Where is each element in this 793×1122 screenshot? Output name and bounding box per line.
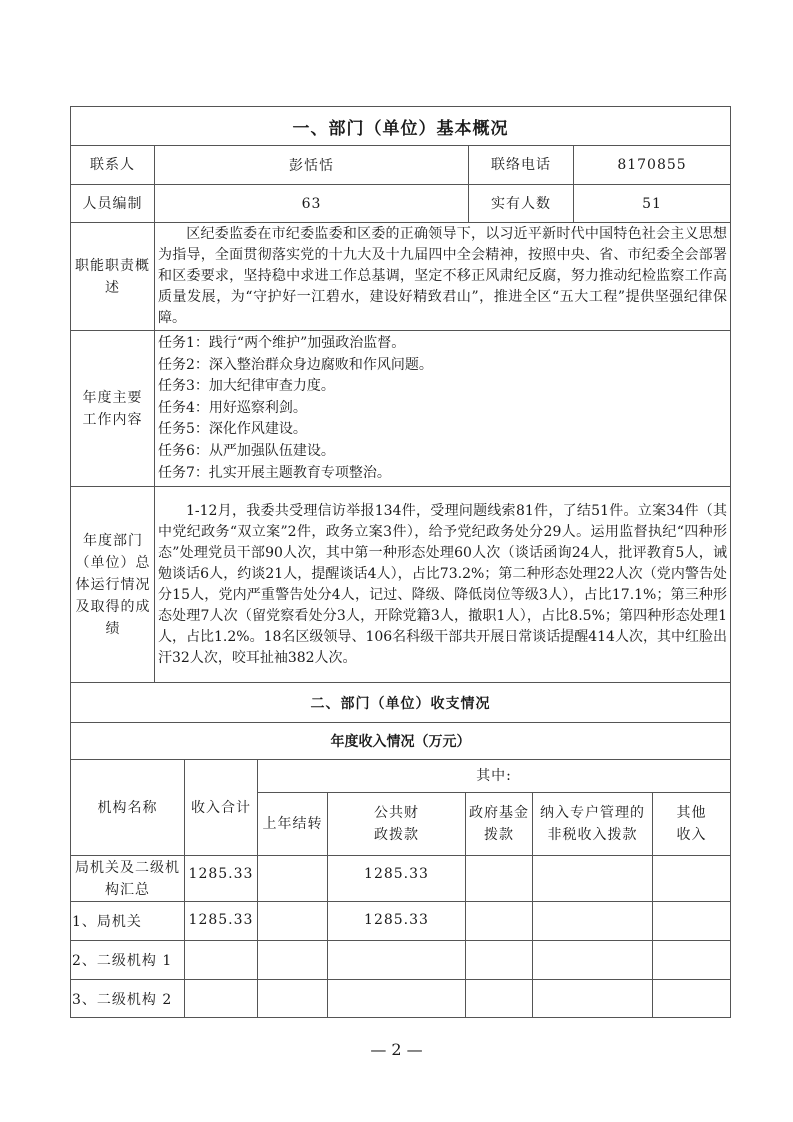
row-name: 3、二级机构 2: [71, 980, 185, 1018]
table-row: [71, 856, 731, 902]
header-non-tax: 纳入专户管理的非税收入拨款: [533, 793, 653, 856]
section1-title: 一、部门（单位）基本概况: [71, 107, 731, 146]
row-public-finance: [328, 980, 466, 1018]
row-name: 局机关及二级机构汇总: [71, 856, 185, 902]
budget-document: [70, 106, 730, 1018]
row-public-finance: 1285.33: [328, 902, 466, 941]
row-gov-fund: [466, 941, 533, 980]
header-public-finance: [328, 793, 466, 856]
results-label-text: 年度部门（单位）总体运行情况及取得的成绩: [75, 532, 151, 637]
header-org-name: 机构名称: [71, 760, 185, 856]
row-total: [185, 980, 258, 1018]
row-non-tax: [533, 902, 653, 941]
task-item: 任务5：深化作风建设。: [158, 421, 307, 438]
table-row: [71, 980, 731, 1018]
row-non-tax: [533, 980, 653, 1018]
income-title: 年度收入情况（万元）: [71, 723, 731, 760]
tasks-label: [71, 331, 155, 487]
task-item: 任务4：用好巡察利剑。: [158, 399, 307, 416]
table-row: [71, 941, 731, 980]
task-item: 任务7：扎实开展主题教育专项整治。: [158, 464, 391, 481]
contact-label: 联系人: [71, 146, 155, 185]
row-total: 1285.33: [185, 856, 258, 902]
row-name: 2、二级机构 1: [71, 941, 185, 980]
task-item: 任务1：践行“两个维护”加强政治监督。: [158, 335, 406, 351]
header-of-which: 其中:: [258, 760, 731, 793]
results-label: [71, 487, 155, 683]
header-other-text: 其他收入: [676, 805, 707, 844]
staff-actual-value: 51: [574, 185, 731, 223]
section2-title: 二、部门（单位）收支情况: [71, 683, 731, 723]
phone-value: 8170855: [574, 146, 731, 185]
row-carryover: [258, 941, 328, 980]
income-table: [70, 682, 731, 1018]
tasks-list: [155, 331, 731, 487]
task-item: 任务6：从严加强队伍建设。: [158, 442, 335, 459]
row-other: [653, 941, 731, 980]
row-other: [653, 902, 731, 941]
row-carryover: [258, 856, 328, 902]
header-gov-fund: 政府基金拨款: [466, 793, 533, 856]
header-carryover: 上年结转: [258, 793, 328, 856]
row-other: [653, 980, 731, 1018]
staff-actual-label: 实有人数: [469, 185, 574, 223]
row-name: 1、局机关: [71, 902, 185, 941]
row-public-finance: 1285.33: [328, 856, 466, 902]
header-total: 收入合计: [185, 760, 258, 856]
row-total: [185, 941, 258, 980]
table-row: [71, 902, 731, 941]
task-item: 任务3：加大纪律审查力度。: [158, 378, 335, 395]
row-gov-fund: [466, 980, 533, 1018]
row-non-tax: [533, 941, 653, 980]
phone-label: 联络电话: [469, 146, 574, 185]
header-other: [653, 793, 731, 856]
row-other: [653, 856, 731, 902]
tasks-label-text: 年度主要工作内容: [82, 389, 143, 428]
task-item: 任务2：深入整治群众身边腐败和作风问题。: [158, 356, 433, 373]
contact-value: 彭恬恬: [155, 146, 469, 185]
duties-label: 职能职责概述: [71, 223, 155, 331]
row-gov-fund: [466, 902, 533, 941]
duties-cell: [155, 223, 731, 331]
results-text: 1-12月，我委共受理信访举报134件，受理问题线索81件，了结51件。立案34件（其中党纪政务“双立案”2件，政务立案3件），给予党纪政务处分29人。运用监督执纪“四种形态”处理党员干部90人次，其中第一种形态处理60人次（谈话函询24人，批评教育5人，诫勉谈话6人，约谈21人，提醒谈话4人），占比73.2%；第二种形态处理22人次（党内警告处分15人，党内严重警告处分4人，记过、降级、降低岗位等级3人），占比17.1%；第三种形态处理7人次（留党察看处分3人，开除党籍3人，撤职1人），占比8.5%；第四种形态处理1人，占比1.2%。18名区级领导、106名科级干部共开展日常谈话提醒414人次，其中红脸出汗32人次，咬耳扯袖382人次。: [158, 502, 727, 666]
page-number: — 2 —: [370, 1040, 423, 1059]
staff-quota-label: 人员编制: [71, 185, 155, 223]
row-gov-fund: [466, 856, 533, 902]
row-non-tax: [533, 856, 653, 902]
row-total: 1285.33: [185, 902, 258, 941]
header-public-finance-text: 公共财政拨款: [374, 805, 419, 844]
basic-info-table: [70, 106, 731, 683]
row-public-finance: [328, 941, 466, 980]
row-carryover: [258, 902, 328, 941]
duties-text: 区纪委监委在市纪委监委和区委的正确领导下，以习近平新时代中国特色社会主义思想为指导，全面贯彻落实党的十九大及十九届四中全会精神，按照中央、省、市纪委全会部署和区委要求，坚持稳中求进工作总基调，坚定不移正风肃纪反腐，努力推动纪检监察工作高质量发展，为“守护好一江碧水，建设好精致君山”，推进全区“五大工程”提供坚强纪律保障。: [158, 226, 727, 326]
results-cell: [155, 487, 731, 683]
row-carryover: [258, 980, 328, 1018]
staff-quota-value: 63: [155, 185, 469, 223]
